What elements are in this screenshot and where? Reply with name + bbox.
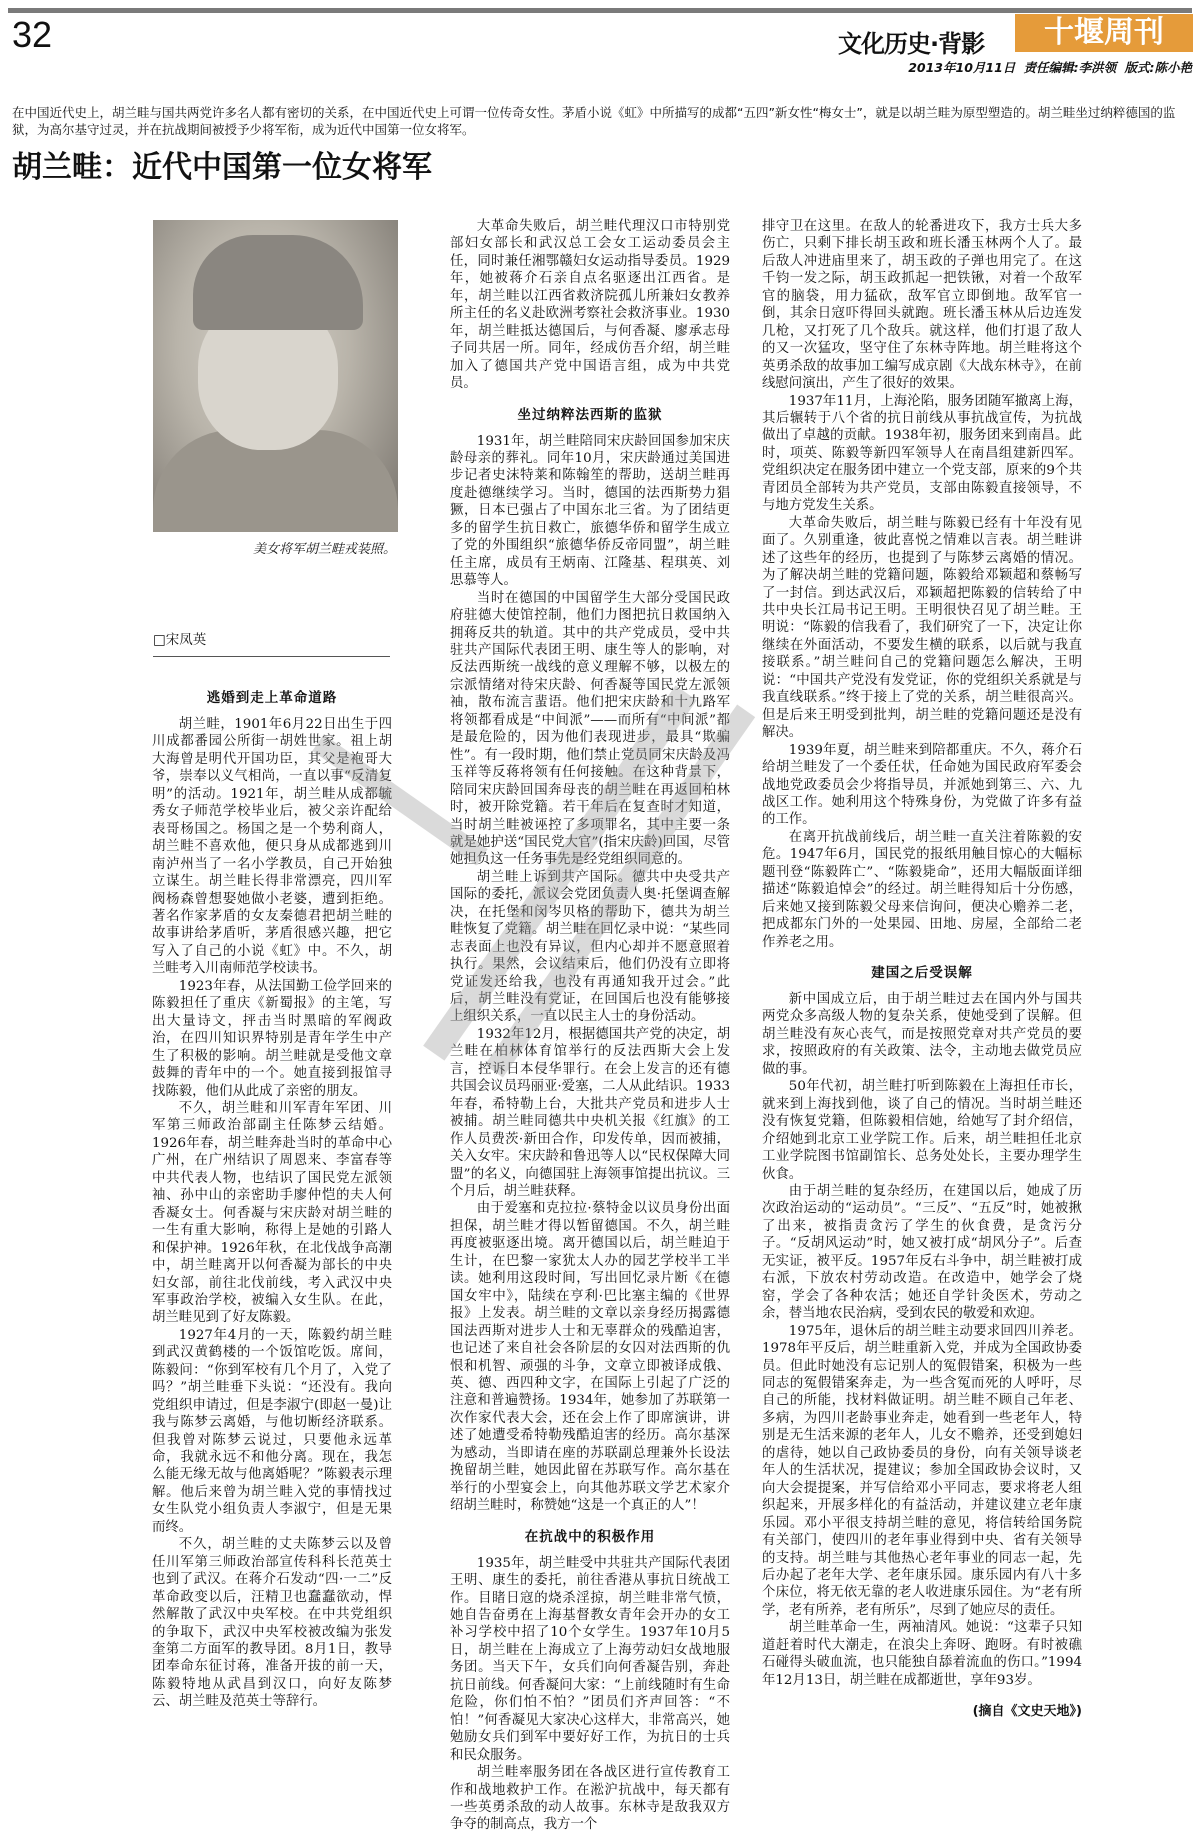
subheading: 逃婚到走上革命道路 xyxy=(206,690,338,706)
paragraph: 不久，胡兰畦的丈夫陈梦云以及曾任川军第三师政治部宣传科科长范英士也到了武汉。在蒋介石发动“四·一二”反革命政变以后，汪精卫也蠢蠢欲动，悍然解散了武汉中央军校。在中共党组织的争取下，武汉中央军校被改编为张发奎第二方面军的教导团。8月1日，教导团奉命东征讨蒋，准备开拔的前一天，陈毅特地从武昌到汉口，向好友陈梦云、胡兰畦及范英士等辞行。 xyxy=(152,1537,392,1710)
paragraph: 50年代初，胡兰畦打听到陈毅在上海担任市长，就来到上海找到他，谈了自己的情况。当时胡兰畦还没有恢复党籍，但陈毅相信她，给她写了封介绍信，介绍她到北京工业学院工作。后来，胡兰畦担任北京工业学院图书馆副馆长、总务处处长，主要办理学生伙食。 xyxy=(762,1079,1082,1182)
subheading: 在抗战中的积极作用 xyxy=(524,1528,656,1545)
paragraph: 1932年12月，根据德国共产党的决定，胡兰畦在柏林体育馆举行的反法西斯大会上发言，控诉日本侵华罪行。在会上发言的还有德共国会议员玛丽亚·爱塞，二人从此结识。1933年春，希特勒上台，大批共产党员和进步人士被捕。胡兰畦同德共中央机关报《红旗》的工作人员费茨·新田合作，印发传单，因而被捕，关入女牢。宋庆龄和鲁迅等人以“民权保障大同盟”的名义，向德国驻上海领事馆提出抗议。三个月后，胡兰畦获释。 xyxy=(450,1026,730,1200)
paragraph: 当时在德国的中国留学生大部分受国民政府驻德大使馆控制，他们力图把抗日救国纳入拥蒋反共的轨道。其中的共产党成员，受中共驻共产国际代表团王明、康生等人的影响，对反法西斯统一战线的意义理解不够，以极左的宗派情绪对待宋庆龄、何香凝等国民党左派领袖，散布流言蜚语。他们把宋庆龄和十九路军将领都看成是“中间派”——而所有“中间派”都是最危险的，因为他们表现进步，最具“欺骗性”。有一段时期，他们禁止党员同宋庆龄及冯玉祥等反蒋将领有任何接触。在这种背景下，陪同宋庆龄回国奔母丧的胡兰畦在再返回柏林时，被开除党籍。若干年后在复查时才知道，当时胡兰畦被诬控了多项罪名，其中主要一条就是她护送“国民党大官”(指宋庆龄)回国，尽管她担负这一任务事先是经党组织同意的。 xyxy=(450,590,730,868)
paragraph: 排守卫在这里。在敌人的轮番进攻下，我方士兵大多伤亡，只剩下排长胡玉政和班长潘玉林两个人了。最后敌人冲进庙里来了，胡玉政的子弹也用完了。在这千钧一发之际，胡玉政抓起一把铁锹，对着一个敌军官的脑袋，用力猛砍，敌军官立即倒地。敌军官一倒，其余日寇吓得回头就跑。班长潘玉林从后边连发几枪，又打死了几个敌兵。就这样，他们打退了敌人的又一次猛攻，坚守住了东林寺阵地。胡兰畦将这个英勇杀敌的故事加工编写成京剧《大战东林寺》，在前线慰问演出，产生了很好的效果。 xyxy=(762,219,1082,392)
paragraph: 由于爱塞和克拉拉·蔡特金以议员身份出面担保，胡兰畦才得以暂留德国。不久，胡兰畦再度被驱逐出境。离开德国以后，胡兰畦迫于生计，在巴黎一家犹太人办的园艺学校半工半读。她利用这段时间，写出回忆录片断《在德国女牢中》，陆续在亨利·巴比塞主编的《世界报》上发表。胡兰畦的文章以亲身经历揭露德国法西斯对进步人士和无辜群众的残酷迫害，也记述了来自社会各阶层的女囚对法西斯的仇恨和机智、顽强的斗争，文章立即被译成俄、英、德、西四种文字，在国际上引起了广泛的注意和普遍赞扬。1934年，她参加了苏联第一次作家代表大会，还在会上作了即席演讲，讲述了她遭受希特勒残酷迫害的经历。高尔基深为感动，当即请在座的苏联副总理兼外长设法挽留胡兰畦，她因此留在苏联写作。高尔基在举行的小型宴会上，向其他苏联文学艺术家介绍胡兰畦时，称赞她“这是一个真正的人”！ xyxy=(450,1201,730,1514)
top-rule xyxy=(8,8,1192,13)
subheading: 坐过纳粹法西斯的监狱 xyxy=(517,406,663,423)
paragraph: 大革命失败后，胡兰畦与陈毅已经有十年没有见面了。久别重逢，彼此喜悦之情难以言表。胡兰畦讲述了这些年的经历，也提到了与陈梦云离婚的情况。为了解决胡兰畦的党籍问题，陈毅给邓颖超和蔡畅写了一封信。到达武汉后，邓颖超把陈毅的信转给了中共中央长江局书记王明。王明很快召见了胡兰畦。王明说：“陈毅的信我看了，我们研究了一下，决定让你继续在外面活动，不要发生横的联系，以后就与我直接联系。”胡兰畦问自己的党籍问题怎么解决，王明说：“中国共产党没有发党证，你的党组织关系就是与我直线联系。”终于接上了党的关系，胡兰畦很高兴。但是后来王明受到批判，胡兰畦的党籍问题还是没有解决。 xyxy=(762,515,1082,741)
paragraph: 新中国成立后，由于胡兰畦过去在国内外与国共两党众多高级人物的复杂关系，使她受到了误解。但胡兰畦没有灰心丧气，而是按照党章对共产党员的要求，按照政府的有关政策、法令，主动地去做党员应做的事。 xyxy=(762,992,1082,1077)
column-2 xyxy=(450,218,730,1834)
article-lead: 在中国近代史上，胡兰畦与国共两党许多名人都有密切的关系，在中国近代史上可谓一位传奇女性。茅盾小说《虹》中所描写的成都“五四”新女性“梅女士”，就是以胡兰畦为原型塑造的。胡兰畦坐过纳粹德国的监狱，为高尔基守过灵，并在抗战期间被授予少将军衔，成为近代中国第一位女将军。 xyxy=(12,105,1176,137)
source-credit: (摘自《文史天地》) xyxy=(972,1704,1082,1719)
paragraph: 胡兰畦上诉到共产国际。德共中央受共产国际的委托，派议会党团负责人奥·托堡调查解决，在托堡和闵岑贝格的帮助下，德共为胡兰畦恢复了党籍。胡兰畦在回忆录中说：“某些同志表面上也没有异议，但内心却并不愿意照着执行。果然，会议结束后，他们仍没有立即将党证发还给我，也没有再通知我开过会。”此后，胡兰畦没有党证，在回国后也没有能够接上组织关系，一直以民主人士的身份活动。 xyxy=(450,869,730,1025)
page-number: 32 xyxy=(12,14,53,55)
column-3 xyxy=(762,218,1082,1689)
paragraph: 1975年，退休后的胡兰畦主动要求回四川养老。1978年平反后，胡兰畦重新入党，并成为全国政协委员。但此时她没有忘记别人的冤假错案，积极为一些同志的冤假错案奔走，为一些含冤而死的人呼吁，尽自己的所能，找材料做证明。胡兰畦不顾自己年老、多病，为四川老龄事业奔走，她看到一些老年人，特别是无生活来源的老年人，儿女不赡养，还受到媳妇的虐待，她以自己政协委员的身份，向有关领导谈老年人的生活状况，提建议；参加全国政协会议时，又向大会提提案，并写信给邓小平同志，要求将老人组织起来，开展多样化的有益活动，并建议建立老年康乐园。邓小平很支持胡兰畦的意见，将信转给国务院有关部门，使四川的老年事业得到中央、省有关领导的支持。胡兰畦与其他热心老年事业的同志一起，先后办起了老年大学、老年康乐园。康乐园内有八十多个床位，将无依无靠的老人收进康乐园住。为“老有所学，老有所养，老有所乐”，尽到了她应尽的责任。 xyxy=(762,1323,1082,1618)
paragraph: 由于胡兰畦的复杂经历，在建国以后，她成了历次政治运动的“运动员”。“三反”、“五反”时，她被揪了出来，被指责贪污了学生的伙食费，是贪污分子。“反胡风运动”时，她又被打成“胡风分子”。后查无实证，被平反。1957年反右斗争中，胡兰畦被打成右派，下放农村劳动改造。在改造中，她学会了烧窑，学会了各种农活；她还自学针灸医术，劳动之余，替当地农民治病，受到农民的敬爱和欢迎。 xyxy=(762,1184,1082,1322)
paragraph: 大革命失败后，胡兰畦代理汉口市特别党部妇女部长和武汉总工会女工运动委员会主任，同时兼任湘鄂赣妇女运动指导委员。1929年，她被蒋介石亲自点名驱逐出江西省。是年，胡兰畦以江西省救济院孤儿所兼妇女教养所主任的名义赴欧洲考察社会救济事业。1930年，胡兰畦抵达德国后，与何香凝、廖承志母子同共居一所。同年，经成仿吾介绍，胡兰畦加入了德国共产党中国语言组，成为中共党员。 xyxy=(450,219,730,392)
paragraph: 1931年，胡兰畦陪同宋庆龄回国参加宋庆龄母亲的葬礼。同年10月，宋庆龄通过美国进步记者史沫特莱和陈翰笙的帮助，送胡兰畦再度赴德继续学习。当时，德国的法西斯势力猖獗，日本已强占了中国东北三省。为了团结更多的留学生抗日救亡，旅德华侨和留学生成立了党的外围组织“旅德华侨反帝同盟”，胡兰畦任主席，成员有王炳南、江隆基、程琪英、刘思慕等人。 xyxy=(450,433,730,589)
section-title: 文化历史·背影 xyxy=(838,30,985,58)
portrait-photo xyxy=(153,220,398,532)
paragraph: 不久，胡兰畦和川军青年军团、川军第三师政治部副主任陈梦云结婚。1926年春，胡兰畦奔赴当时的革命中心广州，在广州结识了周恩来、李富春等中共代表人物，也结识了国民党左派领袖、孙中山的亲密助手廖仲恺的夫人何香凝女士。何香凝与宋庆龄对胡兰畦的一生有重大影响，称得上是她的引路人和保护神。1926年秋，在北伐战争高潮中，胡兰畦离开以何香凝为部长的中央妇女部，前往北伐前线，考入武汉中央军事政治学校，被编入女生队。在此，胡兰畦见到了好友陈毅。 xyxy=(152,1100,392,1326)
paragraph: 胡兰畦率服务团在各战区进行宣传教育工作和战地救护工作。在淞沪抗战中，每天都有一些英勇杀敌的动人故事。东林寺是敌我双方争夺的制高点，我方一个 xyxy=(450,1765,730,1833)
photo-military-cap xyxy=(193,235,363,330)
paragraph: 1923年春，从法国勤工俭学回来的陈毅担任了重庆《新蜀报》的主笔，写出大量诗文，抨击当时黑暗的军阀政治，在四川知识界特别是青年学生中产生了积极的影响。胡兰畦就是受他文章鼓舞的青年中的一个。她直接到报馆寻找陈毅，他们从此成了亲密的朋友。 xyxy=(152,978,392,1099)
masthead-logo: 十堰周刊 xyxy=(1015,14,1193,52)
photo-caption: 美女将军胡兰畦戎装照。 xyxy=(252,542,396,557)
paragraph: 胡兰畦革命一生，两袖清风。她说：“这辈子只知道赶着时代大潮走，在浪尖上奔呀、跑呀。有时被礁石碰得头破血流，也只能独自舔着流血的伤口。”1994年12月13日，胡兰畦在成都逝世，享年93岁。 xyxy=(762,1620,1082,1688)
paragraph: 1939年夏，胡兰畦来到陪都重庆。不久，蒋介石给胡兰畦发了一个委任状，任命她为国民政府军委会战地党政委员会少将指导员，并派她到第三、六、九战区工作。她利用这个特殊身份，为党做了许多有益的工作。 xyxy=(762,742,1082,828)
paragraph: 胡兰畦，1901年6月22日出生于四川成都番园公所街一胡姓世家。祖上胡大海曾是明代开国功臣，其父是袍哥大爷，崇奉以义气相尚，一直以事“反清复明”的活动。1921年，胡兰畦从成都毓秀女子师范学校毕业后，被父亲许配给表哥杨国之。杨国之是一个势利商人，胡兰畦不喜欢他，便只身从成都逃到川南泸州当了一名小学教员，自己开始独立谋生。胡兰畦长得非常漂亮，四川军阀杨森曾想娶她做小老婆，遭到拒绝。著名作家茅盾的女友秦德君把胡兰畦的故事讲给茅盾听，茅盾很感兴趣，把它写入了自己的小说《虹》中。不久，胡兰畦考入川南师范学校读书。 xyxy=(152,717,392,977)
paragraph: 1935年，胡兰畦受中共驻共产国际代表团王明、康生的委托，前往香港从事抗日统战工作。目睹日寇的烧杀淫掠，胡兰畦非常气愤，她自告奋勇在上海基督教女青年会开办的女工补习学校中招了10个女学生。1937年10月5日，胡兰畦在上海成立了上海劳动妇女战地服务团。当天下午，女兵们向何香凝告别，奔赴抗日前线。何香凝问大家：“上前线随时有生命危险，你们怕不怕？”团员们齐声回答：“不怕！”何香凝见大家决心这样大，非常高兴，她勉励女兵们到军中要好好工作，为抗日的士兵和民众服务。 xyxy=(450,1555,730,1763)
author-byline: □宋凤英 xyxy=(153,628,390,657)
article-title: 胡兰畦：近代中国第一位女将军 xyxy=(12,150,432,185)
dateline: 2013年10月11日 责任编辑:李洪领 版式:陈小艳 xyxy=(908,60,1192,75)
paragraph: 1937年11月，上海沦陷，服务团随军撤离上海，其后辗转于八个省的抗日前线从事抗战宣传，为抗战做出了卓越的贡献。1938年初，服务团来到南昌。此时，项英、陈毅等新四军领导人在南昌组建新四军。党组织决定在服务团中建立一个党支部，原来的9个共青团员全部转为共产党员，支部由陈毅直接领导，不与地方党发生关系。 xyxy=(762,393,1082,514)
subheading: 建国之后受误解 xyxy=(871,965,973,982)
paragraph: 在离开抗战前线后，胡兰畦一直关注着陈毅的安危。1947年6月，国民党的报纸用触目惊心的大幅标题刊登“陈毅阵亡”、“陈毅毙命”，还用大幅版面详细描述“陈毅追悼会”的经过。胡兰畦得知后十分伤感，后来她又接到陈毅父母来信询问，便决心赡养二老，把成都东门外的一处果园、田地、房屋，全部给二老作养老之用。 xyxy=(762,829,1082,950)
paragraph: 1927年4月的一天，陈毅约胡兰畦到武汉黄鹤楼的一个饭馆吃饭。席间，陈毅问：“你到军校有几个月了，入党了吗？”胡兰畦垂下头说：“还没有。我向党组织申请过，但是李淑宁(即赵一曼)让我与陈梦云离婚，与他切断经济联系。但我曾对陈梦云说过，只要他永远革命，我就永远不和他分离。现在，我怎么能无缘无故与他离婚呢？”陈毅表示理解。他后来曾为胡兰畦入党的事情找过女生队党小组负责人李淑宁，但是无果而终。 xyxy=(152,1327,392,1535)
column-1 xyxy=(152,676,392,1711)
